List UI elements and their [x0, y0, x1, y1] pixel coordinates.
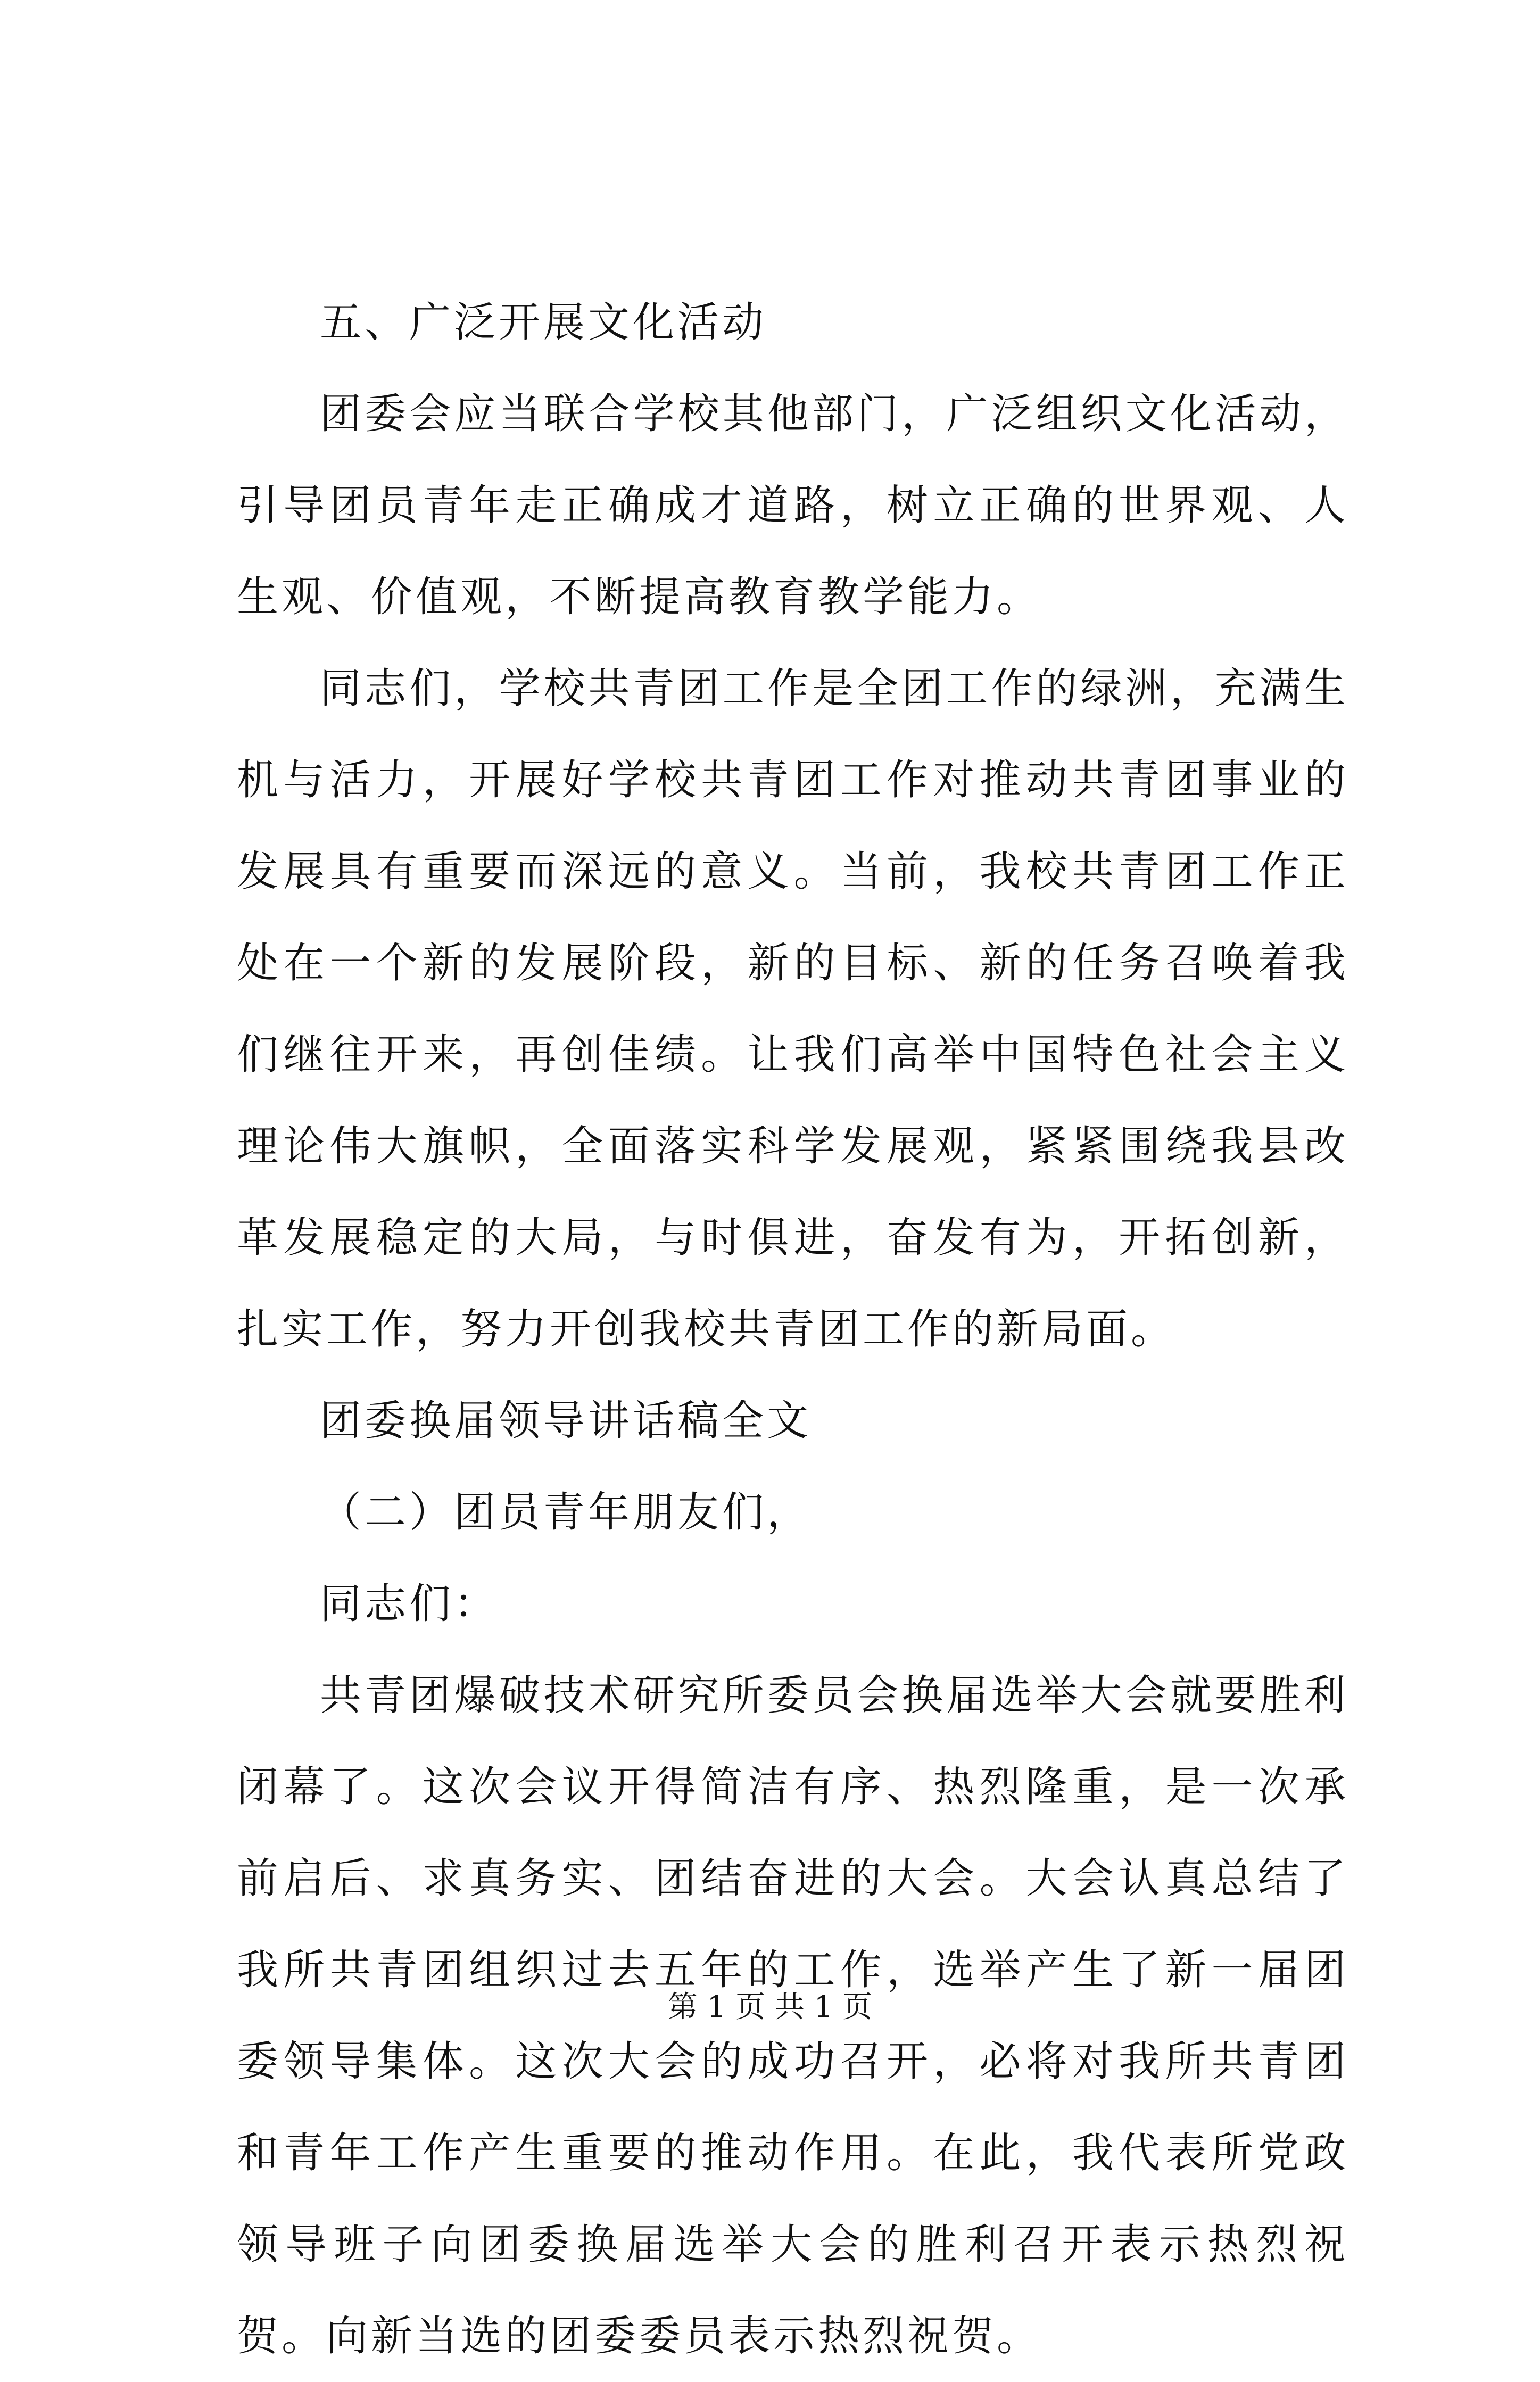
page-number-footer: 第 1 页 共 1 页 — [667, 1990, 873, 2024]
salutation-line: 同志们： — [320, 1580, 499, 1628]
paragraph: 共青团爆破技术研究所委员会换届选举大会就要胜利闭幕了。这次会议开得简洁有序、热烈隆重，是一次承前启后、求真务实、团结奋进的大会。大会认真总结了我所共青团组织过去五年的工作，选举产生了新一届团委领导集体。这次大会的成功召开，必将对我所共青团和青年工作产生重要的推动作用。在此，我代表所党政领导班子向团委换届选举大会的胜利召开表示热烈祝贺。向新当选的团委委员表示热烈祝贺。 — [237, 1672, 1349, 2360]
section-heading: 五、广泛开展文化活动 — [320, 299, 767, 346]
paragraph: 同志们，学校共青团工作是全团工作的绿洲，充满生机与活力，开展好学校共青团工作对推动共青团事业的发展具有重要而深远的意义。当前，我校共青团工作正处在一个新的发展阶段，新的目标、新的任务召唤着我们继往开来，再创佳绩。让我们高举中国特色社会主义理论伟大旗帜，全面落实科学发展观，紧紧围绕我县改革发展稳定的大局，与时俱进，奋发有为，开拓创新，扎实工作，努力开创我校共青团工作的新局面。 — [237, 665, 1349, 1353]
salutation-line: （二）团员青年朋友们， — [320, 1488, 812, 1536]
document-subtitle: 团委换届领导讲话稿全文 — [320, 1397, 812, 1445]
paragraph: 团委会应当联合学校其他部门，广泛组织文化活动，引导团员青年走正确成才道路，树立正确的世界观、人生观、价值观，不断提高教育教学能力。 — [237, 390, 1349, 621]
document-body — [237, 277, 1349, 2382]
